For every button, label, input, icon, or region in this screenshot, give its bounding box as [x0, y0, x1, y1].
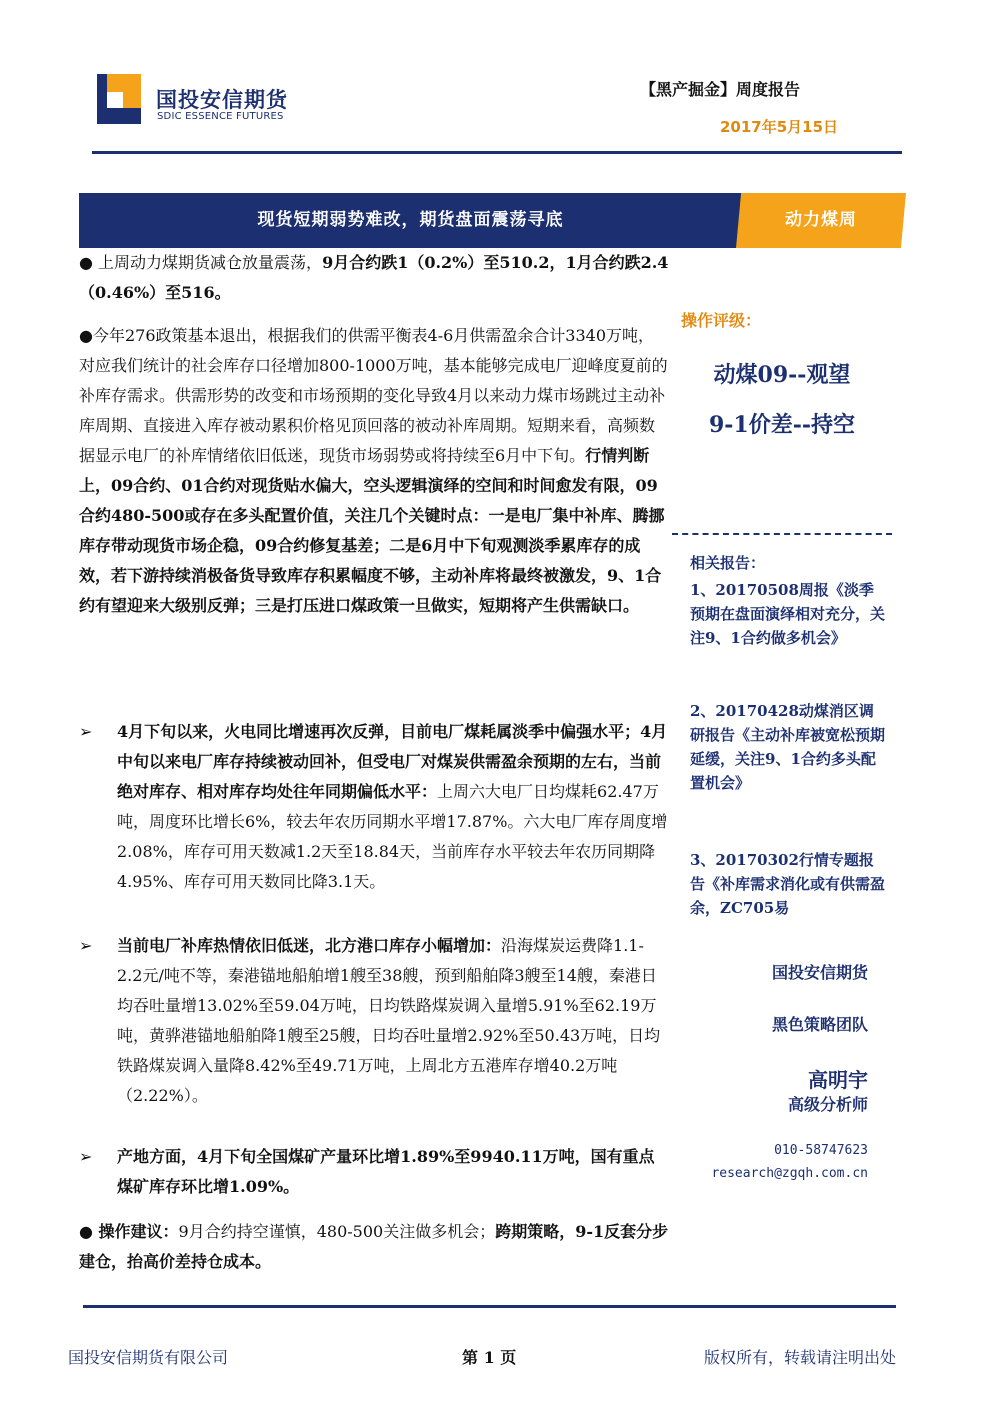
report-type: 【黑产掘金】周度报告 — [640, 80, 801, 99]
footer-divider — [83, 1305, 896, 1308]
list-item-bold-text: 4月下旬以来，火电同比增速再次反弹，目前电厂煤耗属淡季中偏强水平；4月中旬以来电厂库存持续被动回补，但受电厂对煤炭供需盈余预期的左右，当前绝对库存、相对库存均处往年同期偏低水平： — [117, 722, 668, 801]
list-item-bold-text: 产地方面，4月下旬全国煤矿产量环比增1.89%至9940.11万吨，国有重点煤矿库存环比增1.09%。 — [117, 1147, 655, 1196]
sidebar-divider — [672, 533, 892, 535]
contact-phone: 010-58747623 — [774, 1143, 868, 1158]
recommendation-text: 9月合约持空谨慎，480-500关注做多机会； — [178, 1222, 496, 1241]
report-date: 2017年5月15日 — [720, 118, 839, 136]
analyst-name: 高明宇 — [808, 1068, 868, 1092]
list-item — [79, 717, 669, 897]
category-tag: 动力煤周 — [785, 210, 857, 230]
company-logo-icon — [97, 74, 141, 124]
analyst-title: 高级分析师 — [787, 1095, 868, 1114]
list-item-bold-text: 当前电厂补库热情依旧低迷，北方港口库存小幅增加： — [117, 936, 502, 955]
recommendation-paragraph — [79, 1217, 669, 1277]
contact-email[interactable]: research@zgqh.com.cn — [711, 1166, 868, 1181]
recommendation-label: 操作建议： — [92, 1222, 179, 1241]
arrow-bullet-icon: ➢ — [79, 936, 93, 955]
related-reports-label: 相关报告： — [690, 554, 766, 572]
logo-company-name: 国投安信期货 — [156, 88, 288, 112]
list-item — [79, 931, 669, 1111]
list-item — [79, 1142, 669, 1202]
list-item-text: 沿海煤炭运费降1.1-2.2元/吨不等，秦港锚地船舶增1艘至38艘，预到船舶降3艘至14艘，秦港日均吞吐量增13.02%至59.04万吨，日均铁路煤炭调入量增5.91%至62.19万吨，黄骅港锚地船舶降1艘至25艘，日均吞吐量增2.92%至50.43万吨，日均铁路煤炭调入量降8.42%至49.71万吨，上周北方五港库存增40.2万吨（2.22%）。 — [117, 936, 661, 1105]
list-item-text: 上周六大电厂日均煤耗62.47万吨，周度环比增长6%，较去年农历同期水平增17.87%。六大电厂库存周度增2.08%，库存可用天数减1.2天至18.84天，当前库存水平较去年农历同期降4.95%、库存可用天数同比降3.1天。 — [117, 782, 668, 891]
summary-text: 上周动力煤期货减仓放量震荡， — [92, 253, 323, 272]
report-title: 现货短期弱势难改，期货盘面震荡寻底 — [257, 210, 564, 230]
summary-paragraph — [79, 248, 669, 308]
analysis-paragraph — [79, 321, 669, 621]
rating-label: 操作评级： — [681, 311, 762, 330]
arrow-bullet-icon: ➢ — [79, 722, 93, 741]
page-number: 第 1 页 — [462, 1348, 517, 1367]
related-report-link[interactable]: 2、20170428动煤消区调研报告《主动补库被宽松预期延缓，关注9、1合约多头配置机会》 — [690, 702, 886, 792]
related-report-link[interactable]: 3、20170302行情专题报告《补库需求消化或有供需盈余，ZC705易 — [690, 851, 886, 917]
rating-value-2: 9-1价差--持空 — [708, 412, 855, 438]
related-report-link[interactable]: 1、20170508周报《淡季预期在盘面演绎相对充分，关注9、1合约做多机会》 — [690, 581, 886, 647]
analysis-bold-text: 行情判断上，09合约、01合约对现货贴水偏大，空头逻辑演绎的空间和时间愈发有限，09合约480-500或存在多头配置价值，关注几个关键时点：一是电厂集中补库、腾挪库存带动现货市场企稳，09合约修复基差；二是6月中下旬观测淡季累库存的成效，若下游持续消极备货导致库存积累幅度不够，主动补库将最终被激发，9、1合约有望迎来大级别反弹；三是打压进口煤政策一旦做实，短期将产生供需缺口。 — [79, 446, 665, 615]
analysis-text: 今年276政策基本退出，根据我们的供需平衡表4-6月供需盈余合计3340万吨，对应我们统计的社会库存口径增加800-1000万吨，基本能够完成电厂迎峰度夏前的补库存需求。供需形势的改变和市场预期的变化导致4月以来动力煤市场跳过主动补库周期、直接进入库存被动累积价格见顶回落的被动补库周期。短期来看，高频数据显示电厂的补库情绪依旧低迷，现货市场弱势或将持续至6月中下旬。 — [79, 326, 668, 465]
summary-bold-text: 9月合约跌1（0.2%）至510.2，1月合约跌2.4（0.46%）至516。 — [79, 253, 669, 302]
footer-company: 国投安信期货有限公司 — [68, 1348, 229, 1367]
arrow-bullet-icon: ➢ — [79, 1147, 93, 1166]
bullet-icon: ● — [79, 1222, 93, 1241]
bullet-icon: ● — [79, 253, 93, 272]
rating-value-1: 动煤09--观望 — [713, 362, 851, 388]
logo-company-english: SDIC ESSENCE FUTURES — [157, 111, 284, 122]
bullet-icon: ● — [79, 326, 93, 345]
sidebar-company: 国投安信期货 — [771, 963, 868, 982]
recommendation-bold-text: 跨期策略，9-1反套分步建仓，抬高价差持仓成本。 — [79, 1222, 669, 1271]
sidebar-team: 黑色策略团队 — [771, 1015, 868, 1034]
footer-copyright: 版权所有，转载请注明出处 — [704, 1348, 897, 1367]
header-divider — [92, 151, 902, 154]
